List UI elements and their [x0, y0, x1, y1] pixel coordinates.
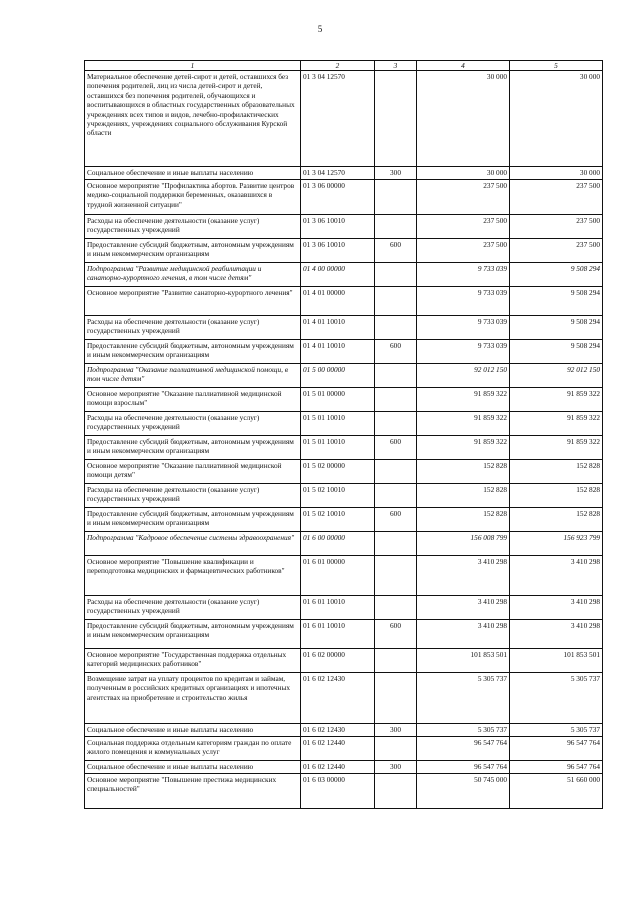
row-value-col4: 50 745 000 [417, 774, 510, 809]
table-row [85, 460, 603, 484]
table-row [85, 263, 603, 287]
budget-table [84, 60, 603, 809]
row-value-col5: 9 508 294 [510, 316, 603, 340]
row-expense-type: 600 [375, 340, 417, 364]
table-row [85, 71, 603, 167]
row-name: Социальное обеспечение и иные выплаты населению [85, 167, 301, 180]
row-value-col5: 152 828 [510, 484, 603, 508]
row-expense-type: 300 [375, 761, 417, 774]
table-row [85, 649, 603, 673]
row-name: Расходы на обеспечение деятельности (оказание услуг) государственных учреждений [85, 484, 301, 508]
row-expense-type [375, 287, 417, 316]
row-value-col4: 3 410 298 [417, 556, 510, 596]
row-expense-type [375, 774, 417, 809]
row-value-col5: 91 859 322 [510, 412, 603, 436]
row-value-col4: 96 547 764 [417, 761, 510, 774]
row-name: Основное мероприятие "Оказание паллиативной медицинской помощи детям" [85, 460, 301, 484]
row-value-col4: 5 305 737 [417, 673, 510, 724]
row-name: Расходы на обеспечение деятельности (оказание услуг) государственных учреждений [85, 412, 301, 436]
row-value-col5: 237 500 [510, 239, 603, 263]
row-value-col5: 101 853 501 [510, 649, 603, 673]
row-value-col5: 96 547 764 [510, 761, 603, 774]
table-row [85, 532, 603, 556]
row-value-col4: 92 012 150 [417, 364, 510, 388]
column-header-2: 2 [301, 61, 375, 71]
row-name: Расходы на обеспечение деятельности (оказание услуг) государственных учреждений [85, 316, 301, 340]
row-code: 01 5 02 10010 [301, 484, 375, 508]
row-value-col5: 152 828 [510, 508, 603, 532]
row-value-col5: 3 410 298 [510, 556, 603, 596]
row-value-col4: 3 410 298 [417, 620, 510, 649]
row-expense-type [375, 412, 417, 436]
row-value-col5: 237 500 [510, 180, 603, 215]
row-code: 01 5 02 10010 [301, 508, 375, 532]
row-value-col4: 91 859 322 [417, 436, 510, 460]
row-name: Основное мероприятие "Повышение квалификации и переподготовка медицинских и фармацевтических работников" [85, 556, 301, 596]
row-code: 01 6 01 10010 [301, 620, 375, 649]
table-row [85, 673, 603, 724]
row-value-col5: 92 012 150 [510, 364, 603, 388]
row-code: 01 6 02 12440 [301, 761, 375, 774]
table-row [85, 761, 603, 774]
table-row [85, 215, 603, 239]
row-value-col4: 91 859 322 [417, 388, 510, 412]
row-value-col4: 237 500 [417, 239, 510, 263]
row-value-col5: 3 410 298 [510, 596, 603, 620]
row-expense-type: 300 [375, 167, 417, 180]
table-row [85, 412, 603, 436]
row-code: 01 5 00 00000 [301, 364, 375, 388]
row-code: 01 5 01 10010 [301, 436, 375, 460]
row-value-col5: 3 410 298 [510, 620, 603, 649]
table-row [85, 508, 603, 532]
table-row [85, 388, 603, 412]
row-expense-type [375, 71, 417, 167]
row-value-col4: 30 000 [417, 167, 510, 180]
row-code: 01 4 00 00000 [301, 263, 375, 287]
row-name: Предоставление субсидий бюджетным, автономным учреждениям и иным некоммерческим организациям [85, 508, 301, 532]
row-expense-type [375, 460, 417, 484]
row-name: Возмещение затрат на уплату процентов по кредитам и займам, полученным в российских кредитных организациях и ипотечных агентствах на приобретение и строительство жилья [85, 673, 301, 724]
row-value-col5: 96 547 764 [510, 737, 603, 761]
row-name: Расходы на обеспечение деятельности (оказание услуг) государственных учреждений [85, 596, 301, 620]
column-header-3: 3 [375, 61, 417, 71]
row-code: 01 6 01 10010 [301, 596, 375, 620]
row-code: 01 3 06 10010 [301, 215, 375, 239]
row-value-col5: 9 508 294 [510, 287, 603, 316]
row-code: 01 4 01 10010 [301, 316, 375, 340]
table-row [85, 364, 603, 388]
row-code: 01 3 06 10010 [301, 239, 375, 263]
table-row [85, 287, 603, 316]
row-code: 01 6 01 00000 [301, 556, 375, 596]
row-name: Подпрограмма "Кадровое обеспечение системы здравоохранения" [85, 532, 301, 556]
row-expense-type [375, 649, 417, 673]
table-row [85, 484, 603, 508]
row-code: 01 4 01 00000 [301, 287, 375, 316]
row-expense-type: 600 [375, 620, 417, 649]
table-row [85, 239, 603, 263]
table-row [85, 724, 603, 737]
row-value-col5: 9 508 294 [510, 263, 603, 287]
row-value-col4: 9 733 039 [417, 263, 510, 287]
row-expense-type [375, 484, 417, 508]
row-expense-type [375, 215, 417, 239]
table-row [85, 436, 603, 460]
row-value-col4: 156 008 799 [417, 532, 510, 556]
row-expense-type [375, 263, 417, 287]
row-value-col4: 152 828 [417, 484, 510, 508]
row-name: Основное мероприятие "Оказание паллиативной медицинской помощи взрослым" [85, 388, 301, 412]
row-name: Основное мероприятие "Государственная поддержка отдельных категорий медицинских работников" [85, 649, 301, 673]
row-expense-type: 600 [375, 436, 417, 460]
row-name: Социальное обеспечение и иные выплаты населению [85, 724, 301, 737]
row-value-col5: 91 859 322 [510, 436, 603, 460]
row-expense-type [375, 596, 417, 620]
row-code: 01 5 01 00000 [301, 388, 375, 412]
table-body [85, 71, 603, 809]
row-code: 01 3 04 12570 [301, 167, 375, 180]
row-name: Подпрограмма "Развитие медицинской реабилитации и санаторно-курортного лечения, в том числе детям" [85, 263, 301, 287]
row-expense-type [375, 388, 417, 412]
row-value-col4: 3 410 298 [417, 596, 510, 620]
row-value-col5: 30 000 [510, 71, 603, 167]
row-value-col5: 51 660 000 [510, 774, 603, 809]
row-code: 01 6 00 00000 [301, 532, 375, 556]
table-row [85, 167, 603, 180]
row-value-col4: 5 305 737 [417, 724, 510, 737]
row-value-col4: 9 733 039 [417, 340, 510, 364]
row-code: 01 4 01 10010 [301, 340, 375, 364]
row-value-col4: 237 500 [417, 180, 510, 215]
row-expense-type [375, 364, 417, 388]
column-header-4: 4 [417, 61, 510, 71]
table-row [85, 316, 603, 340]
row-name: Предоставление субсидий бюджетным, автономным учреждениям и иным некоммерческим организациям [85, 436, 301, 460]
row-name: Социальная поддержка отдельным категориям граждан по оплате жилого помещения и коммунальных услуг [85, 737, 301, 761]
row-value-col5: 9 508 294 [510, 340, 603, 364]
row-code: 01 6 02 00000 [301, 649, 375, 673]
row-value-col5: 156 923 799 [510, 532, 603, 556]
table-header-row [85, 61, 603, 71]
row-value-col4: 237 500 [417, 215, 510, 239]
row-name: Предоставление субсидий бюджетным, автономным учреждениям и иным некоммерческим организациям [85, 340, 301, 364]
row-value-col5: 5 305 737 [510, 673, 603, 724]
row-expense-type: 300 [375, 724, 417, 737]
row-code: 01 6 02 12430 [301, 673, 375, 724]
row-name: Предоставление субсидий бюджетным, автономным учреждениям и иным некоммерческим организациям [85, 620, 301, 649]
row-value-col4: 101 853 501 [417, 649, 510, 673]
column-header-5: 5 [510, 61, 603, 71]
row-value-col5: 91 859 322 [510, 388, 603, 412]
row-code: 01 6 03 00000 [301, 774, 375, 809]
row-name: Основное мероприятие "Развитие санаторно-курортного лечения" [85, 287, 301, 316]
table-row [85, 774, 603, 809]
row-expense-type [375, 673, 417, 724]
column-header-1: 1 [85, 61, 301, 71]
row-expense-type [375, 556, 417, 596]
row-code: 01 3 06 00000 [301, 180, 375, 215]
row-code: 01 3 04 12570 [301, 71, 375, 167]
row-name: Основное мероприятие "Профилактика абортов. Развитие центров медико-социальной поддержки беременных, оказавшихся в трудной жизненной ситуации" [85, 180, 301, 215]
row-value-col5: 152 828 [510, 460, 603, 484]
row-code: 01 5 01 10010 [301, 412, 375, 436]
row-value-col4: 152 828 [417, 508, 510, 532]
row-value-col4: 30 000 [417, 71, 510, 167]
row-name: Предоставление субсидий бюджетным, автономным учреждениям и иным некоммерческим организациям [85, 239, 301, 263]
row-code: 01 6 02 12440 [301, 737, 375, 761]
row-name: Социальное обеспечение и иные выплаты населению [85, 761, 301, 774]
row-name: Материальное обеспечение детей-сирот и детей, оставшихся без попечения родителей, лиц из числа детей-сирот и детей, оставшихся без попечения родителей, обучающихся и воспитывающихся в областных государственных образовательных учреждениях всех типов и видов, лечебно-профилактических учреждениях, учреждениях социального обслуживания Курской области [85, 71, 301, 167]
row-code: 01 6 02 12430 [301, 724, 375, 737]
row-expense-type: 600 [375, 239, 417, 263]
row-expense-type [375, 532, 417, 556]
row-value-col5: 30 000 [510, 167, 603, 180]
row-value-col4: 91 859 322 [417, 412, 510, 436]
row-value-col4: 96 547 764 [417, 737, 510, 761]
table-row [85, 180, 603, 215]
row-expense-type [375, 737, 417, 761]
row-name: Расходы на обеспечение деятельности (оказание услуг) государственных учреждений [85, 215, 301, 239]
table-row [85, 340, 603, 364]
row-value-col4: 9 733 039 [417, 287, 510, 316]
table-row [85, 737, 603, 761]
row-value-col4: 152 828 [417, 460, 510, 484]
row-value-col5: 5 305 737 [510, 724, 603, 737]
table-row [85, 556, 603, 596]
row-name: Подпрограмма "Оказание паллиативной медицинской помощи, в том числе детям" [85, 364, 301, 388]
row-code: 01 5 02 00000 [301, 460, 375, 484]
table-row [85, 596, 603, 620]
row-value-col4: 9 733 039 [417, 316, 510, 340]
row-expense-type [375, 316, 417, 340]
row-expense-type [375, 180, 417, 215]
row-value-col5: 237 500 [510, 215, 603, 239]
page-number: 5 [317, 24, 323, 34]
row-expense-type: 600 [375, 508, 417, 532]
row-name: Основное мероприятие "Повышение престижа медицинских специальностей" [85, 774, 301, 809]
table-row [85, 620, 603, 649]
